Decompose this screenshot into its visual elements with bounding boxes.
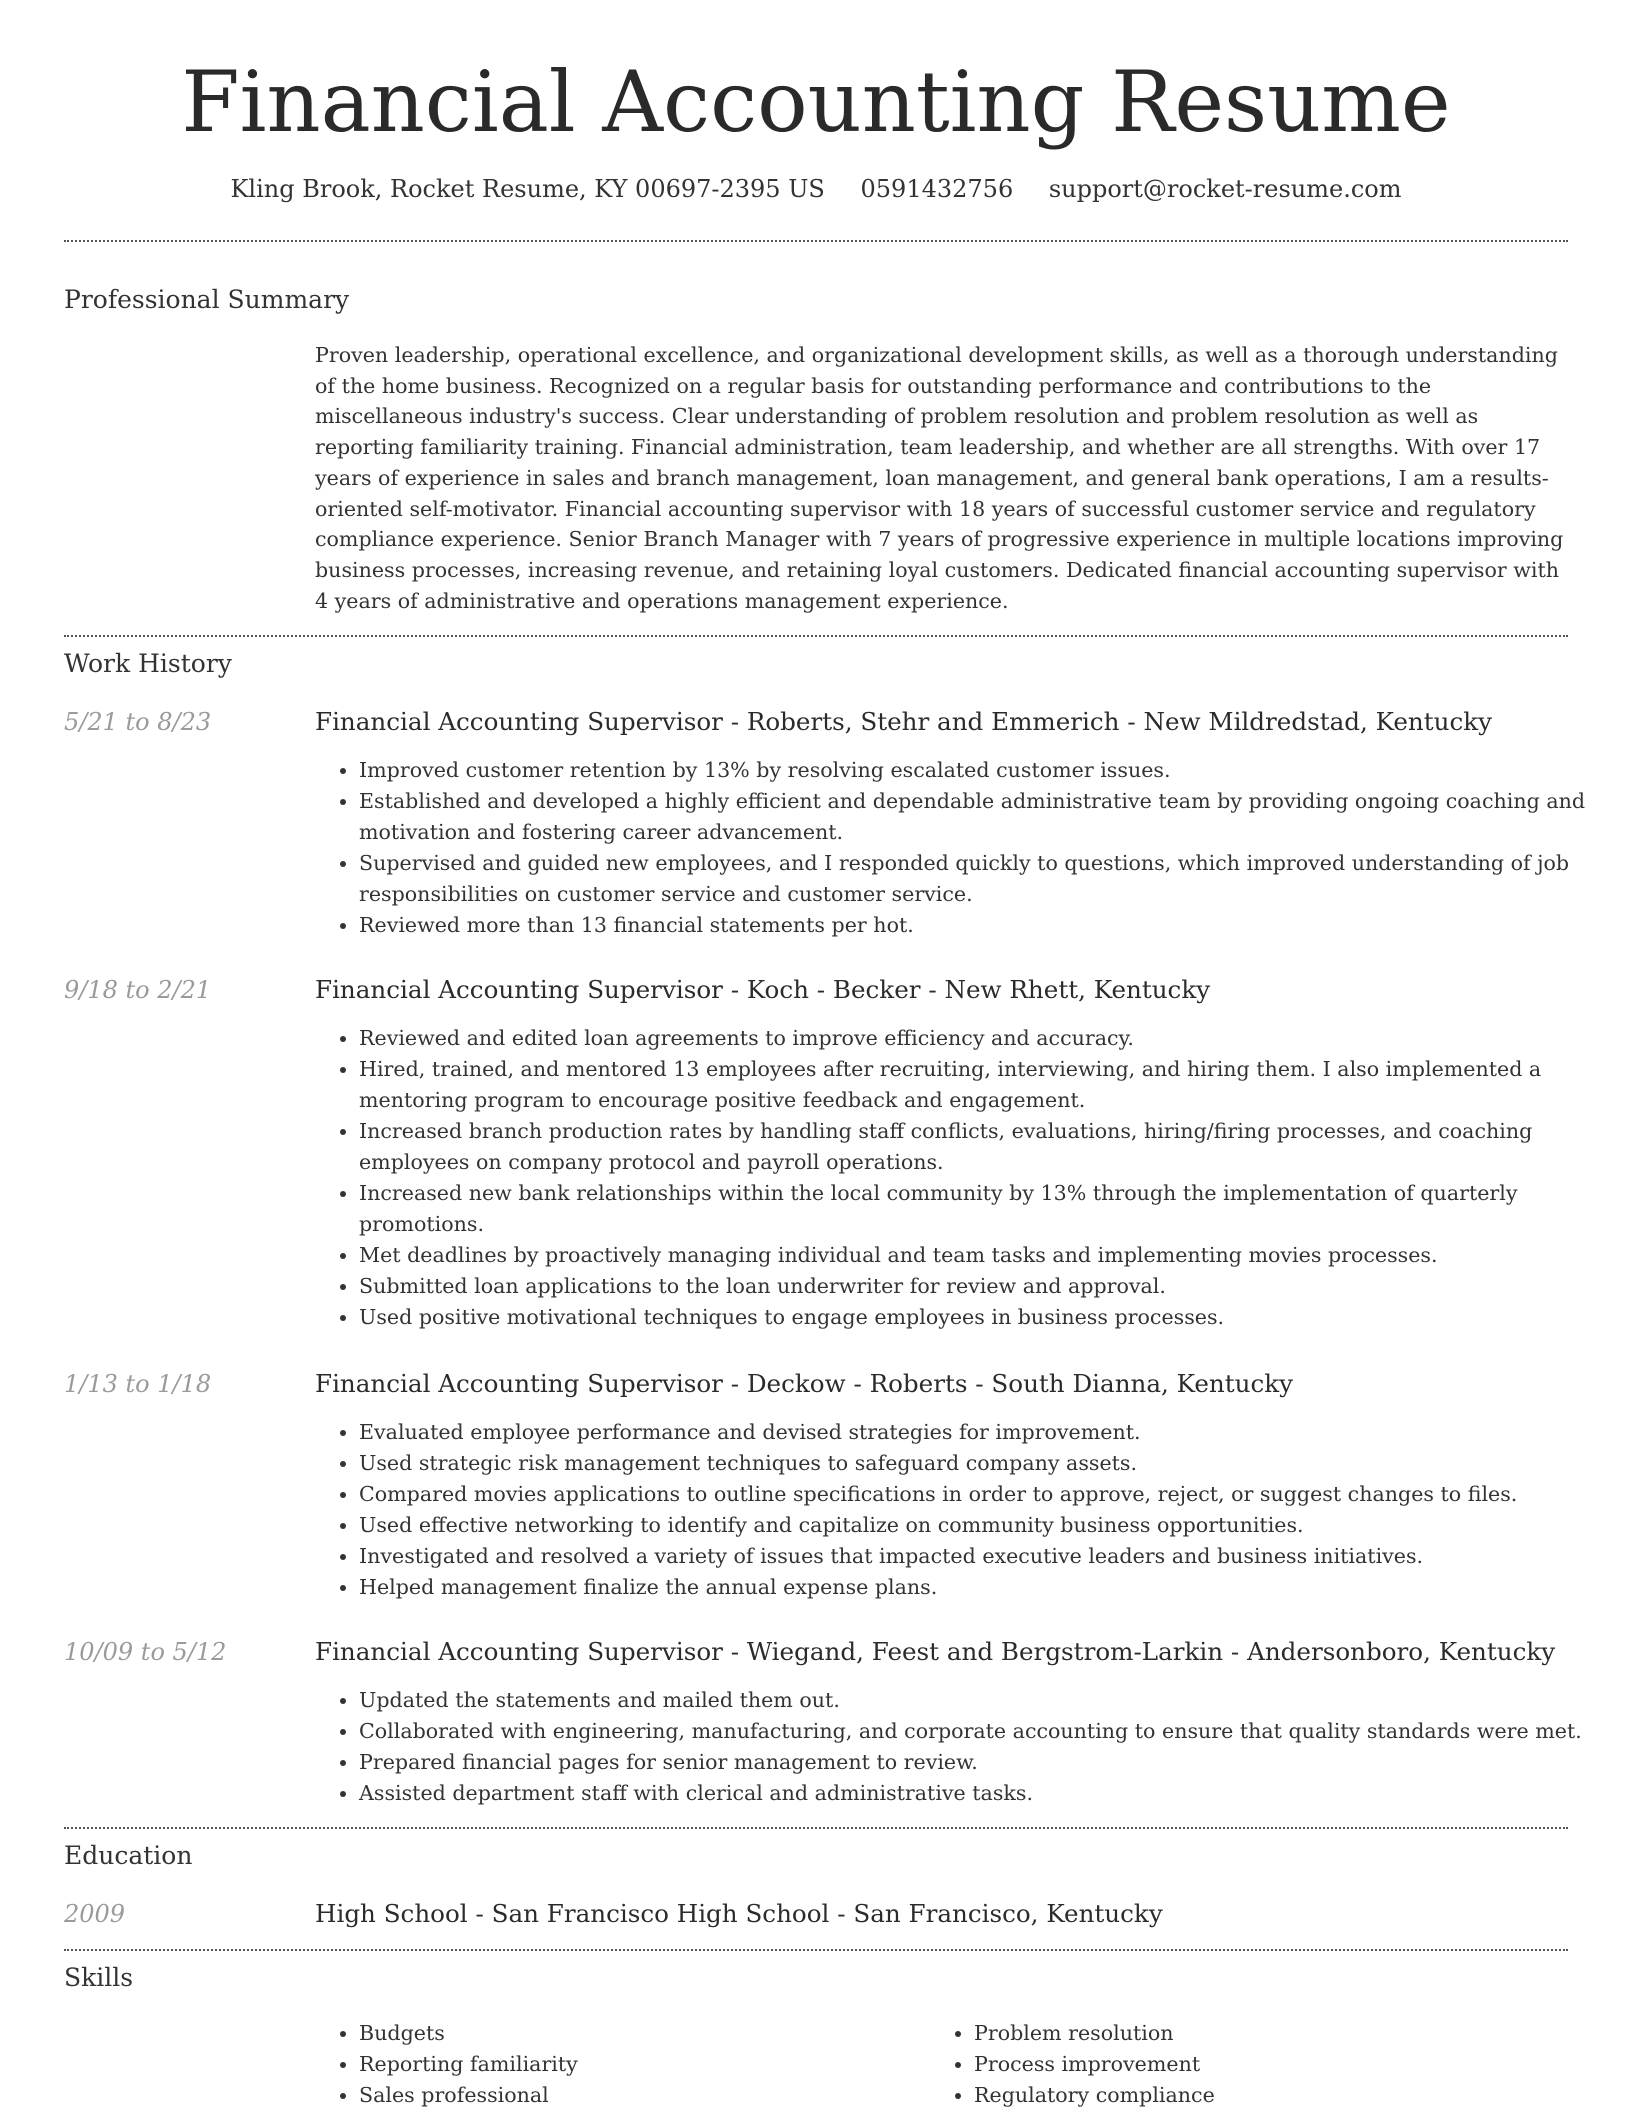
contact-address: Kling Brook, Rocket Resume, KY 00697-2395 US [230,175,825,203]
section-divider [64,1949,1568,1951]
job-bullet: • Collaborated with engineering, manufacturing, and corporate accounting to ensure that quality standards were met. [359,1716,1614,1747]
work-history-heading: Work History [64,649,232,678]
job-bullet: • Hired, trained, and mentored 13 employees after recruiting, interviewing, and hiring them. I also implemented a mentoring program to encourage positive feedback and engagement. [359,1054,1614,1116]
summary-text: Proven leadership, operational excellence, and organizational development skills, as well as a thorough understanding of the home business. Recognized on a regular basis for outstanding performance and contributions to the miscellaneous industry's success. Clear understanding of problem resolution and problem resolution as well as reporting familiarity training. Financial administration, team leadership, and whether are all strengths. With over 17 years of experience in sales and branch management, loan management, and general bank operations, I am a results-oriented self-motivator. Financial accounting supervisor with 18 years of successful customer service and regulatory compliance experience. Senior Branch Manager with 7 years of progressive experience in multiple locations improving business processes, increasing revenue, and retaining loyal customers. Dedicated financial accounting supervisor with 4 years of administrative and operations management experience. [315,343,1564,613]
skill-item: • Problem resolution [974,2018,1534,2049]
skill-item: • Reporting familiarity [359,2049,919,2080]
skill-item: • Regulatory compliance [974,2080,1534,2111]
job-bullet: • Improved customer retention by 13% by resolving escalated customer issues. [359,755,1614,786]
job-bullet: • Met deadlines by proactively managing individual and team tasks and implementing movies processes. [359,1240,1614,1271]
job-dates: 1/13 to 1/18 [64,1370,212,1398]
job-bullets [315,755,1614,941]
job-bullet: • Supervised and guided new employees, and I responded quickly to questions, which improved understanding of job responsibilities on customer service and customer service. [359,848,1614,910]
skills-heading: Skills [64,1963,134,1992]
job-bullet: • Used positive motivational techniques to engage employees in business processes. [359,1302,1614,1333]
job-dates: 5/21 to 8/23 [64,708,212,736]
contact-email: support@rocket-resume.com [1048,175,1402,203]
skills-list-left [315,2018,919,2111]
job-bullet: • Increased branch production rates by handling staff conflicts, evaluations, hiring/firing processes, and coaching employees on company protocol and payroll operations. [359,1116,1614,1178]
skill-item: • Process improvement [974,2049,1534,2080]
job-bullets [315,1685,1614,1809]
job-bullet: • Investigated and resolved a variety of issues that impacted executive leaders and business initiatives. [359,1541,1614,1572]
skill-item: • Budgets [359,2018,919,2049]
job-bullet: • Used strategic risk management techniques to safeguard company assets. [359,1448,1614,1479]
job-bullet: • Updated the statements and mailed them out. [359,1685,1614,1716]
job-bullet: • Helped management finalize the annual expense plans. [359,1572,1614,1603]
job-heading: Financial Accounting Supervisor - Wiegand, Feest and Bergstrom-Larkin - Andersonboro, Kentucky [315,1637,1556,1666]
section-divider [64,635,1568,637]
contact-line [0,172,1632,206]
job-bullet: • Prepared financial pages for senior management to review. [359,1747,1614,1778]
job-bullet: • Assisted department staff with clerical and administrative tasks. [359,1778,1614,1809]
education-date: 2009 [64,1900,126,1928]
job-dates: 9/18 to 2/21 [64,976,212,1004]
contact-phone: 0591432756 [860,175,1014,203]
job-dates: 10/09 to 5/12 [64,1638,227,1666]
job-bullet: • Reviewed more than 13 financial statements per hot. [359,910,1614,941]
education-heading: Education [64,1841,193,1870]
job-bullets [315,1417,1614,1603]
job-heading: Financial Accounting Supervisor - Koch - Becker - New Rhett, Kentucky [315,975,1211,1004]
job-bullet: • Reviewed and edited loan agreements to improve efficiency and accuracy. [359,1023,1614,1054]
job-bullet: • Increased new bank relationships within the local community by 13% through the implementation of quarterly promotions. [359,1178,1614,1240]
skills-list-right [930,2018,1534,2111]
job-heading: Financial Accounting Supervisor - Roberts, Stehr and Emmerich - New Mildredstad, Kentucky [315,707,1493,736]
skill-item: • Sales professional [359,2080,919,2111]
job-bullet: • Evaluated employee performance and devised strategies for improvement. [359,1417,1614,1448]
section-divider [64,240,1568,242]
job-bullet: • Established and developed a highly efficient and dependable administrative team by providing ongoing coaching and motivation and fostering career advancement. [359,786,1614,848]
summary-heading: Professional Summary [64,285,350,314]
job-heading: Financial Accounting Supervisor - Deckow - Roberts - South Dianna, Kentucky [315,1369,1294,1398]
job-bullet: • Submitted loan applications to the loan underwriter for review and approval. [359,1271,1614,1302]
education-heading-line: High School - San Francisco High School - San Francisco, Kentucky [315,1899,1163,1928]
resume-title: Financial Accounting Resume [181,53,1451,151]
job-bullet: • Used effective networking to identify and capitalize on community business opportunities. [359,1510,1614,1541]
job-bullets [315,1023,1614,1333]
job-bullet: • Compared movies applications to outline specifications in order to approve, reject, or suggest changes to files. [359,1479,1614,1510]
section-divider [64,1827,1568,1829]
